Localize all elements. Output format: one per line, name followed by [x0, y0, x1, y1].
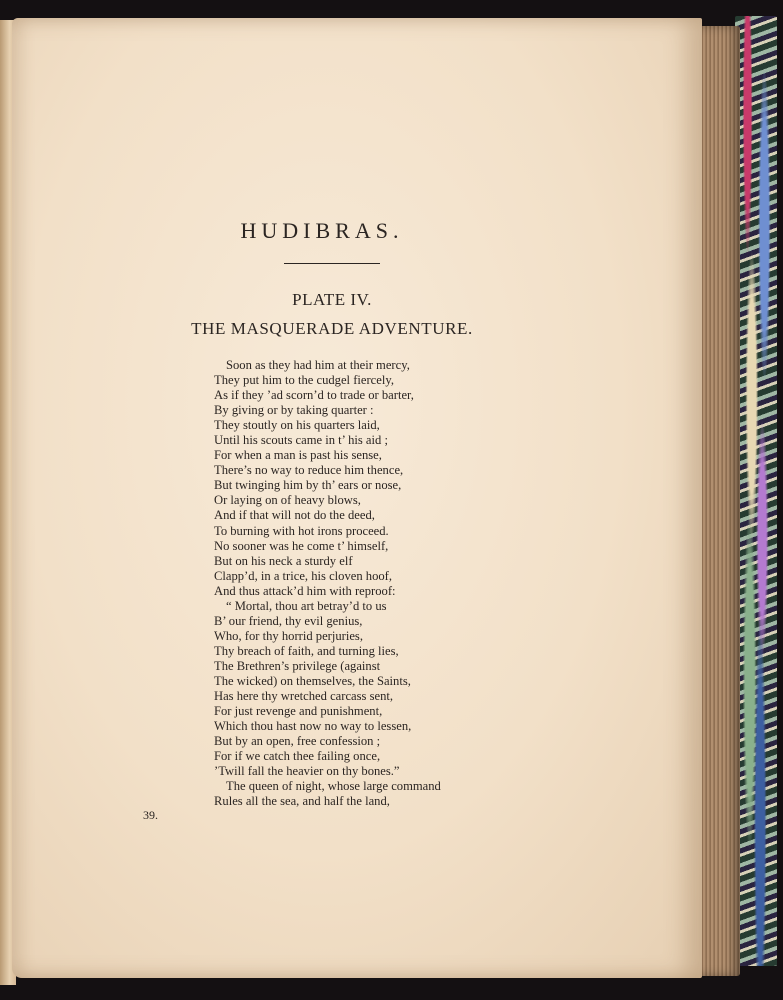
poem-line: As if they ’ad scorn’d to trade or barter, [214, 388, 414, 403]
poem-line: No sooner was he come t’ himself, [214, 538, 389, 553]
book-page [12, 18, 702, 978]
poem-line: Until his scouts came in t’ his aid ; [214, 433, 388, 448]
poem-line: Rules all the sea, and half the land, [214, 794, 390, 809]
poem-line: They stoutly on his quarters laid, [214, 418, 380, 433]
section-subtitle: THE MASQUERADE ADVENTURE. [191, 319, 473, 338]
title-rule [284, 263, 380, 264]
poem-line: B’ our friend, thy evil genius, [214, 613, 363, 628]
page-number: 39. [143, 808, 158, 822]
poem-line: The wicked) on themselves, the Saints, [214, 673, 411, 688]
poem-line: For if we catch thee failing once, [214, 749, 381, 764]
poem-line: “ Mortal, thou art betray’d to us [226, 598, 387, 613]
poem-line: For just revenge and punishment, [214, 704, 383, 719]
poem-line: They put him to the cudgel fiercely, [214, 373, 394, 388]
poem-line: Who, for thy horrid perjuries, [214, 628, 363, 643]
poem-line: The Brethren’s privilege (against [214, 658, 381, 673]
poem-line: Has here thy wretched carcass sent, [214, 689, 394, 704]
poem-line: Thy breach of faith, and turning lies, [214, 643, 399, 658]
poem-line: But twinging him by th’ ears or nose, [214, 478, 402, 493]
poem-line: ’Twill fall the heavier on thy bones.” [214, 764, 400, 779]
poem-text [214, 358, 514, 809]
poem-line: Which thou hast now no way to lessen, [214, 719, 412, 734]
poem-line: The queen of night, whose large command [226, 779, 441, 794]
marbled-endpaper [735, 16, 777, 966]
poem-line: But by an open, free confession ; [214, 734, 381, 749]
poem-line: But on his neck a sturdy elf [214, 553, 353, 568]
poem-line: Or laying on of heavy blows, [214, 493, 361, 508]
poem-line: And if that will not do the deed, [214, 508, 375, 523]
poem-line: And thus attack’d him with reproof: [214, 583, 396, 598]
page-title: HUDIBRAS. [240, 218, 404, 243]
poem-line: By giving or by taking quarter : [214, 403, 374, 418]
poem-line: To burning with hot irons proceed. [214, 523, 389, 538]
poem-line: Clapp’d, in a trice, his cloven hoof, [214, 568, 393, 583]
poem-line: For when a man is past his sense, [214, 448, 382, 463]
poem-line: There’s no way to reduce him thence, [214, 463, 404, 478]
poem-line: Soon as they had him at their mercy, [226, 358, 410, 372]
plate-heading: PLATE IV. [292, 290, 372, 309]
